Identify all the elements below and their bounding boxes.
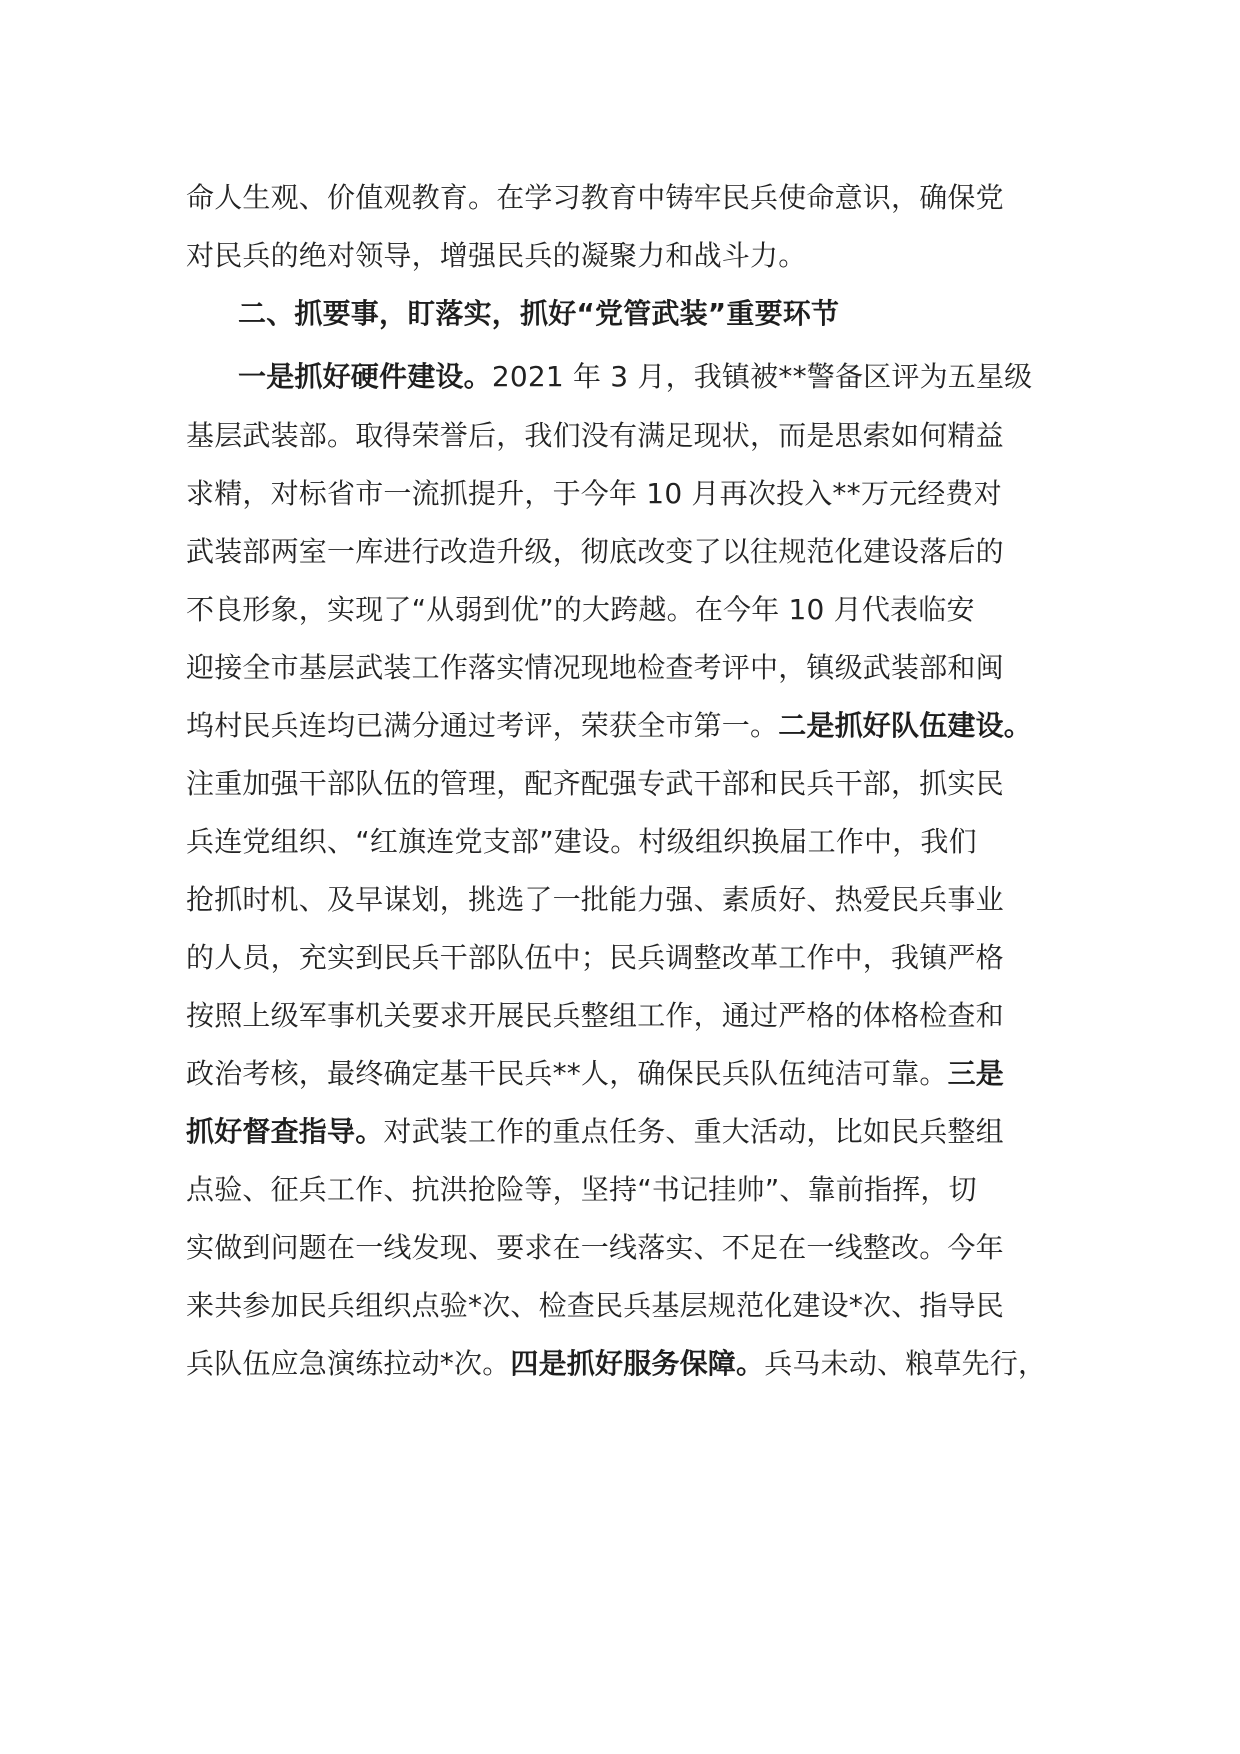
bold-lead-in: 四是抓好服务保障。: [510, 1347, 765, 1380]
line-text: 对武装工作的重点任务、重大活动，比如民兵整组: [383, 1115, 1004, 1148]
line-text: 2021 年 3 月，我镇被**警备区评为五星级: [491, 360, 1033, 393]
paragraph-line: 抢抓时机、及早谋划，挑选了一批能力强、素质好、热爱民兵事业: [186, 883, 1004, 916]
paragraph-line: 注重加强干部队伍的管理，配齐配强专武干部和民兵干部，抓实民: [186, 767, 1004, 800]
bold-lead-in: 抓好督查指导。: [186, 1115, 384, 1148]
paragraph-line: 不良形象，实现了“从弱到优”的大跨越。在今年 10 月代表临安: [186, 593, 975, 626]
paragraph-line: [238, 353, 1128, 401]
line-text: 政治考核，最终确定基干民兵**人，确保民兵队伍纯洁可靠。: [186, 1057, 948, 1090]
line-text: 兵马未动、粮草先行，: [764, 1347, 1047, 1380]
line-text: 兵队伍应急演练拉动*次。: [186, 1347, 511, 1380]
paragraph-line: [186, 1050, 1076, 1098]
paragraph-line: 对民兵的绝对领导，增强民兵的凝聚力和战斗力。: [186, 239, 807, 272]
paragraph-line: 兵连党组织、“红旗连党支部”建设。村级组织换届工作中，我们: [186, 825, 977, 858]
line-text: 坞村民兵连均已满分通过考评，荣获全市第一。: [186, 709, 779, 742]
paragraph-line: 命人生观、价值观教育。在学习教育中铸牢民兵使命意识，确保党: [186, 181, 1004, 214]
paragraph-line: 按照上级军事机关要求开展民兵整组工作，通过严格的体格检查和: [186, 999, 1004, 1032]
bold-lead-in: 二是抓好队伍建设。: [778, 709, 1033, 742]
paragraph-line: 点验、征兵工作、抗洪抢险等，坚持“书记挂帅”、靠前指挥，切: [186, 1173, 977, 1206]
paragraph-line: 武装部两室一库进行改造升级，彻底改变了以往规范化建设落后的: [186, 535, 1004, 568]
paragraph-line: 的人员，充实到民兵干部队伍中；民兵调整改革工作中，我镇严格: [186, 941, 1004, 974]
paragraph-line: 来共参加民兵组织点验*次、检查民兵基层规范化建设*次、指导民: [186, 1289, 1005, 1322]
paragraph-line: [186, 1340, 1076, 1388]
paragraph-line: [186, 1108, 1076, 1156]
bold-lead-in: 一是抓好硬件建设。: [238, 360, 492, 393]
paragraph-line: 迎接全市基层武装工作落实情况现地检查考评中，镇级武装部和闽: [186, 651, 1004, 684]
section-heading-text: 二、抓要事，盯落实，抓好“党管武装”重要环节: [238, 297, 840, 330]
paragraph-line: 实做到问题在一线发现、要求在一线落实、不足在一线整改。今年: [186, 1231, 1004, 1264]
paragraph-line: 求精，对标省市一流抓提升，于今年 10 月再次投入**万元经费对: [186, 477, 1002, 510]
paragraph-line: 基层武装部。取得荣誉后，我们没有满足现状，而是思索如何精益: [186, 419, 1004, 452]
bold-lead-in: 三是: [947, 1057, 1005, 1090]
section-heading: [238, 290, 1128, 338]
paragraph-line: [186, 702, 1076, 750]
